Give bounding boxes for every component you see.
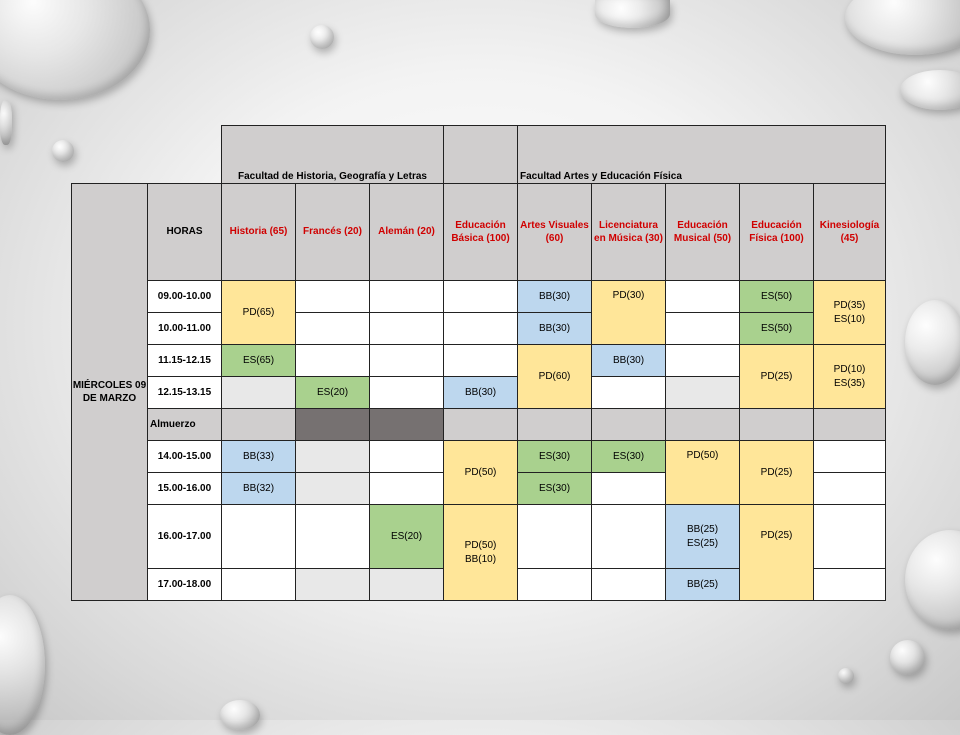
empty-cell: [370, 441, 444, 473]
water-drop-decoration: [220, 700, 260, 730]
col-educacion-basica: Educación Básica (100): [444, 184, 518, 281]
time-slot: 17.00-18.00: [148, 569, 222, 601]
empty-cell: [370, 313, 444, 345]
water-drop-decoration: [595, 0, 670, 28]
empty-cell: [666, 409, 740, 441]
water-drop-decoration: [905, 530, 960, 630]
time-slot: 09.00-10.00: [148, 281, 222, 313]
schedule-cell: BB(30): [518, 313, 592, 345]
schedule-cell-line: BB(25): [686, 524, 719, 535]
schedule-cell-line: PD(10): [833, 364, 866, 375]
empty-cell: [370, 281, 444, 313]
empty-corner: [72, 126, 222, 184]
time-slot: 12.15-13.15: [148, 377, 222, 409]
schedule-cell: PD(25): [740, 441, 814, 505]
empty-cell: [666, 281, 740, 313]
header-spacer: [444, 126, 518, 184]
schedule-cell: ES(30): [518, 441, 592, 473]
col-historia: Historia (65): [222, 184, 296, 281]
schedule-cell-line: ES(35): [833, 377, 866, 389]
schedule-cell: ES(50): [740, 313, 814, 345]
empty-cell: [592, 569, 666, 601]
time-slot: 15.00-16.00: [148, 473, 222, 505]
water-drop-decoration: [838, 668, 854, 684]
empty-cell: [296, 313, 370, 345]
schedule-cell: [814, 281, 886, 345]
empty-cell: [222, 409, 296, 441]
empty-cell: [444, 409, 518, 441]
empty-cell: [814, 505, 886, 569]
water-drop-decoration: [890, 640, 925, 675]
schedule-cell: ES(65): [222, 345, 296, 377]
faculty-header-row: [72, 126, 886, 184]
empty-cell: [222, 569, 296, 601]
schedule-cell: [666, 505, 740, 569]
schedule-cell: BB(30): [592, 345, 666, 377]
schedule-table: [71, 125, 886, 601]
empty-cell: [444, 281, 518, 313]
table-row: [72, 409, 886, 441]
empty-cell: [296, 569, 370, 601]
empty-cell: [370, 345, 444, 377]
water-drop-decoration: [0, 0, 150, 100]
empty-cell: [666, 313, 740, 345]
schedule-cell: PD(50): [444, 441, 518, 505]
empty-cell: [296, 473, 370, 505]
schedule-cell-line: PD(50): [464, 540, 497, 551]
empty-cell: [814, 409, 886, 441]
empty-cell: [222, 505, 296, 569]
time-slot: 16.00-17.00: [148, 505, 222, 569]
empty-cell: [666, 377, 740, 409]
empty-cell: [518, 505, 592, 569]
empty-cell: [814, 569, 886, 601]
col-licenciatura-musica: Licenciatura en Música (30): [592, 184, 666, 281]
schedule-cell: BB(30): [444, 377, 518, 409]
empty-cell: [296, 281, 370, 313]
schedule-cell: ES(50): [740, 281, 814, 313]
empty-cell: [518, 409, 592, 441]
schedule-cell: BB(30): [518, 281, 592, 313]
empty-cell: [370, 473, 444, 505]
col-kinesiologia: Kinesiología (45): [814, 184, 886, 281]
schedule-cell: PD(50): [666, 441, 740, 505]
col-artes-visuales: Artes Visuales (60): [518, 184, 592, 281]
water-drop-decoration: [845, 0, 960, 55]
day-label: MIÉRCOLES 09 DE MARZO: [72, 184, 148, 601]
water-drop-decoration: [0, 595, 45, 735]
schedule-cell: ES(20): [370, 505, 444, 569]
time-slot: 14.00-15.00: [148, 441, 222, 473]
schedule-cell: PD(30): [592, 281, 666, 345]
empty-cell: [444, 345, 518, 377]
water-drop-decoration: [905, 300, 960, 385]
table-row: [72, 441, 886, 473]
empty-cell: [296, 409, 370, 441]
schedule-cell: PD(60): [518, 345, 592, 409]
schedule-cell-line: PD(35): [833, 300, 866, 311]
empty-cell: [518, 569, 592, 601]
table-row: [72, 505, 886, 569]
column-header-row: [72, 184, 886, 281]
schedule-cell-line: BB(10): [464, 553, 497, 565]
schedule-cell-line: ES(10): [833, 313, 866, 325]
empty-cell: [814, 473, 886, 505]
table-row: [72, 313, 886, 345]
schedule-cell: PD(25): [740, 345, 814, 409]
empty-cell: [814, 441, 886, 473]
table-row: [72, 345, 886, 377]
empty-cell: [592, 409, 666, 441]
schedule-cell: BB(33): [222, 441, 296, 473]
water-drop-decoration: [900, 70, 960, 110]
schedule-cell: ES(20): [296, 377, 370, 409]
col-educacion-musical: Educación Musical (50): [666, 184, 740, 281]
schedule-cell: [814, 345, 886, 409]
schedule-cell: BB(25): [666, 569, 740, 601]
empty-cell: [296, 441, 370, 473]
schedule-cell: PD(65): [222, 281, 296, 345]
faculty-historia-header: Facultad de Historia, Geografía y Letras: [222, 126, 444, 184]
empty-cell: [296, 345, 370, 377]
empty-cell: [592, 473, 666, 505]
time-slot: 11.15-12.15: [148, 345, 222, 377]
faculty-artes-header: Facultad Artes y Educación Física: [518, 126, 886, 184]
col-frances: Francés (20): [296, 184, 370, 281]
schedule-cell: PD(25): [740, 505, 814, 601]
table-row: [72, 281, 886, 313]
empty-cell: [592, 505, 666, 569]
empty-cell: [444, 313, 518, 345]
schedule-cell: BB(32): [222, 473, 296, 505]
time-slot: 10.00-11.00: [148, 313, 222, 345]
water-drop-decoration: [310, 25, 334, 49]
col-aleman: Alemán (20): [370, 184, 444, 281]
empty-cell: [370, 377, 444, 409]
empty-cell: [370, 569, 444, 601]
empty-cell: [370, 409, 444, 441]
empty-cell: [666, 345, 740, 377]
empty-cell: [592, 377, 666, 409]
col-educacion-fisica: Educación Física (100): [740, 184, 814, 281]
schedule-cell-line: ES(25): [686, 537, 719, 549]
water-drop-decoration: [0, 100, 12, 145]
empty-cell: [740, 409, 814, 441]
empty-cell: [296, 505, 370, 569]
lunch-label: Almuerzo: [148, 409, 222, 441]
schedule-cell: [444, 505, 518, 601]
col-horas: HORAS: [148, 184, 222, 281]
empty-cell: [222, 377, 296, 409]
schedule-cell: ES(30): [592, 441, 666, 473]
schedule-cell: ES(30): [518, 473, 592, 505]
